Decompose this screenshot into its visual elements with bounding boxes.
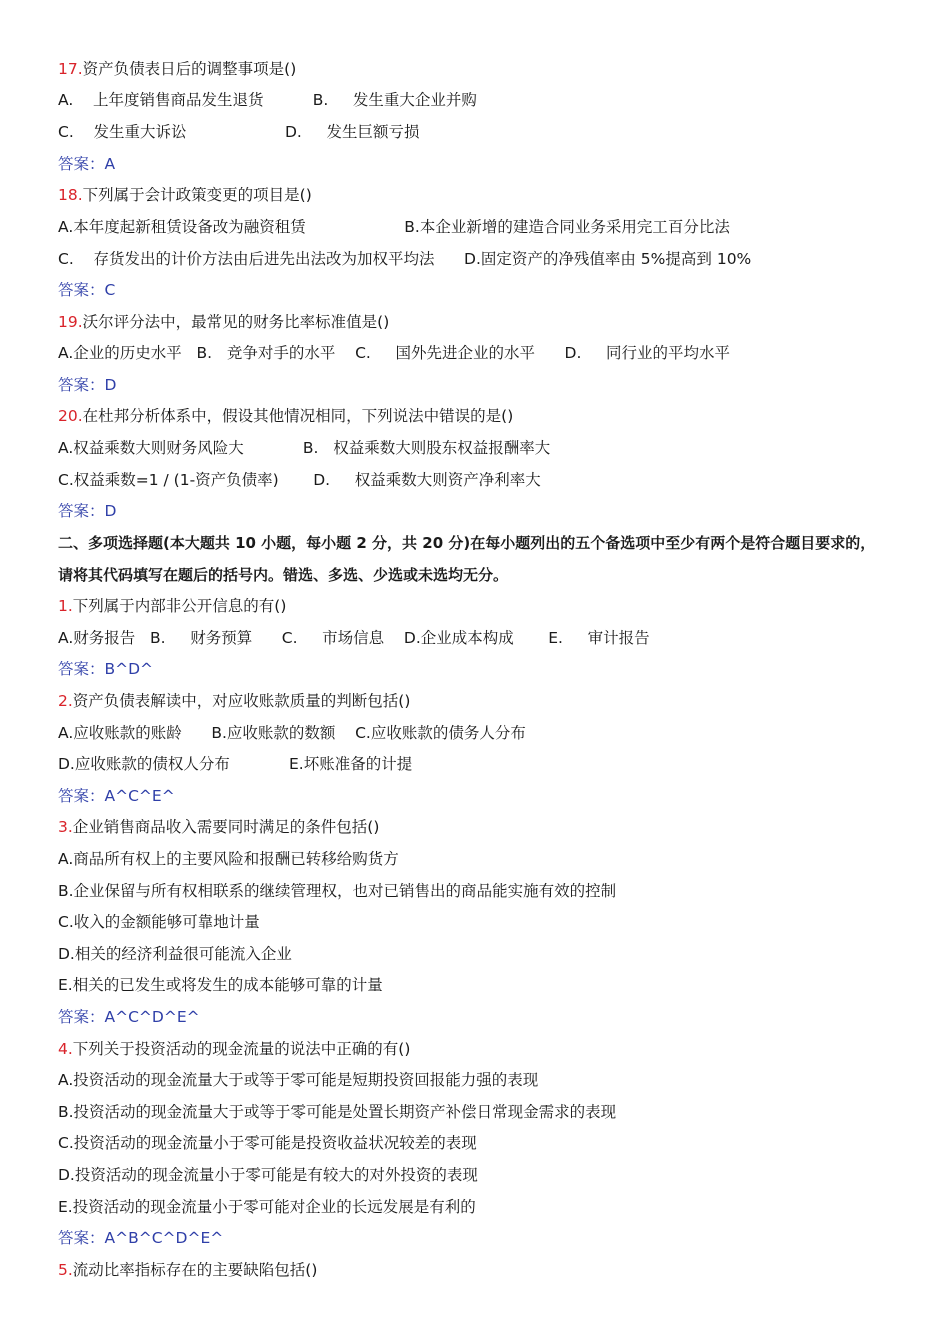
option-line: C. 发生重大诉讼 D. 发生巨额亏损 xyxy=(58,123,420,141)
option-line: A. 上年度销售商品发生退货 B. 发生重大企业并购 xyxy=(58,91,477,109)
question-text: 下列属于会计政策变更的项目是() xyxy=(82,186,312,204)
answer: 答案：B^D^ xyxy=(58,660,154,678)
option-line: B.企业保留与所有权相联系的继续管理权，也对已销售出的商品能实施有效的控制 xyxy=(58,882,617,900)
question-number: 4. xyxy=(58,1040,73,1058)
option-line: E.相关的已发生或将发生的成本能够可靠的计量 xyxy=(58,976,383,994)
question-text: 在杜邦分析体系中，假设其他情况相同，下列说法中错误的是() xyxy=(82,407,514,425)
question-text: 资产负债表解读中，对应收账款质量的判断包括() xyxy=(72,692,411,710)
question-number: 18. xyxy=(58,186,83,204)
option-line: A.投资活动的现金流量大于或等于零可能是短期投资回报能力强的表现 xyxy=(58,1071,539,1089)
question-title xyxy=(58,595,286,617)
answer: 答案：D xyxy=(58,502,117,520)
question-number: 17. xyxy=(58,60,83,78)
option-line: C. 存货发出的计价方法由后进先出法改为加权平均法 D.固定资产的净残值率由 5%提高到 10% xyxy=(58,250,752,268)
answer: 答案：C xyxy=(58,281,116,299)
option-line: A.应收账款的账龄 B.应收账款的数额 C.应收账款的债务人分布 xyxy=(58,724,526,742)
question-number: 20. xyxy=(58,407,83,425)
option-line: D.投资活动的现金流量小于零可能是有较大的对外投资的表现 xyxy=(58,1166,478,1184)
answer: 答案：A^C^E^ xyxy=(58,787,175,805)
question-title xyxy=(58,1259,317,1281)
question-title xyxy=(58,311,389,333)
option-line: D.应收账款的债权人分布 E.坏账准备的计提 xyxy=(58,755,413,773)
question-title xyxy=(58,1038,410,1060)
option-line: A.财务报告 B. 财务预算 C. 市场信息 D.企业成本构成 E. 审计报告 xyxy=(58,629,650,647)
question-text: 下列属于内部非公开信息的有() xyxy=(72,597,287,615)
option-line: A.商品所有权上的主要风险和报酬已转移给购货方 xyxy=(58,850,399,868)
question-text: 资产负债表日后的调整事项是() xyxy=(82,60,297,78)
question-number: 2. xyxy=(58,692,73,710)
option-line: A.本年度起新租赁设备改为融资租赁 B.本企业新增的建造合同业务采用完工百分比法 xyxy=(58,218,730,236)
option-line: D.相关的经济利益很可能流入企业 xyxy=(58,945,292,963)
question-text: 沃尔评分法中，最常见的财务比率标准值是() xyxy=(82,313,390,331)
question-number: 19. xyxy=(58,313,83,331)
answer: 答案：D xyxy=(58,376,117,394)
option-line: A.企业的历史水平 B. 竞争对手的水平 C. 国外先进企业的水平 D. 同行业的平均水平 xyxy=(58,344,731,362)
option-line: C.权益乘数=1 / (1-资产负债率) D. 权益乘数大则资产净利率大 xyxy=(58,471,541,489)
option-line: C.投资活动的现金流量小于零可能是投资收益状况较差的表现 xyxy=(58,1134,477,1152)
section-heading-line: 请将其代码填写在题后的括号内。错选、多选、少选或未选均无分。 xyxy=(58,566,509,584)
question-text: 企业销售商品收入需要同时满足的条件包括() xyxy=(72,818,380,836)
question-title xyxy=(58,184,312,206)
answer: 答案：A^C^D^E^ xyxy=(58,1008,200,1026)
question-title xyxy=(58,816,379,838)
option-line: C.收入的金额能够可靠地计量 xyxy=(58,913,260,931)
answer: 答案：A xyxy=(58,155,116,173)
question-text: 下列关于投资活动的现金流量的说法中正确的有() xyxy=(72,1040,411,1058)
option-line: B.投资活动的现金流量大于或等于零可能是处置长期资产补偿日常现金需求的表现 xyxy=(58,1103,617,1121)
option-line: A.权益乘数大则财务风险大 B. 权益乘数大则股东权益报酬率大 xyxy=(58,439,551,457)
section-heading-line: 二、多项选择题(本大题共 10 小题，每小题 2 分，共 20 分)在每小题列出的五个备选项中至少有两个是符合题目要求的， xyxy=(58,534,876,552)
question-number: 3. xyxy=(58,818,73,836)
question-number: 5. xyxy=(58,1261,73,1279)
question-text: 流动比率指标存在的主要缺陷包括() xyxy=(72,1261,318,1279)
answer: 答案：A^B^C^D^E^ xyxy=(58,1229,224,1247)
option-line: E.投资活动的现金流量小于零可能对企业的长远发展是有利的 xyxy=(58,1198,476,1216)
question-title xyxy=(58,690,410,712)
question-title xyxy=(58,58,296,80)
question-title xyxy=(58,405,513,427)
question-number: 1. xyxy=(58,597,73,615)
